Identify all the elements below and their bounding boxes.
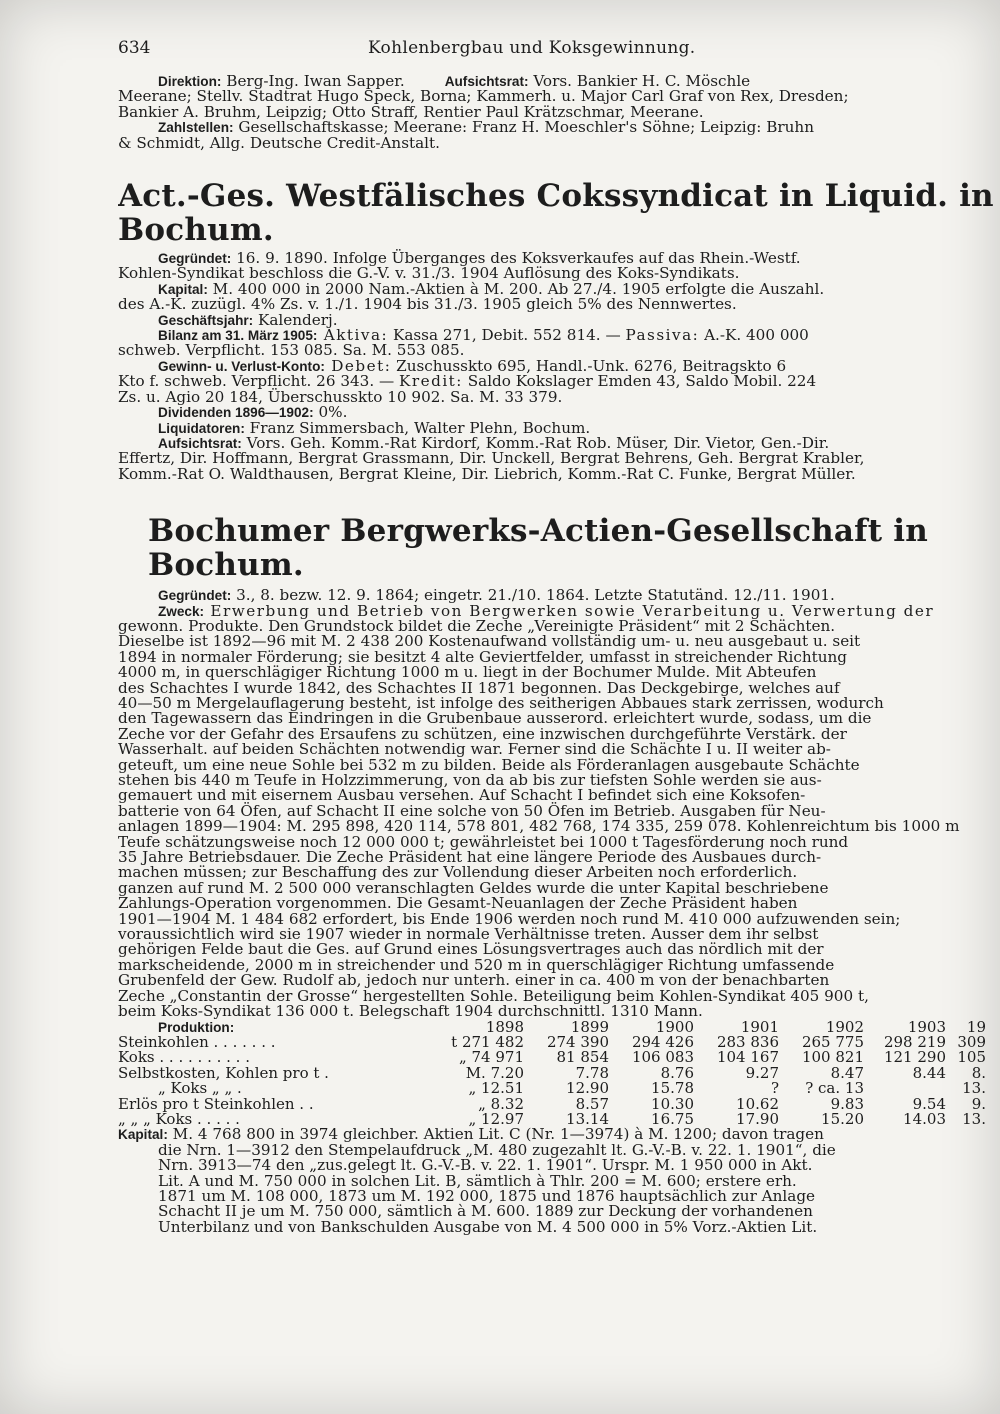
table-row: „ „ „ Koks . . . . . „ 12.97 13.14 16.75 17.90 15.20 14.03 13.	[118, 1109, 986, 1128]
prev-line: & Schmidt, Allg. Deutsche Credit-Anstalt.	[118, 133, 440, 152]
bochumer-entry: Bochumer Bergwerks-Actien-Gesellschaft in Bochum. Gegründet: 3., 8. bezw. 12. 9. 1864; eingetr. 21./10. 1864. Letzte Statutänd. 12./11. 1901. Zweck: Erwerbung und Betrieb von Bergwerken sowie Verarbeitung u. Verwertung der gewonn. Produkte. Den Grundstock bildet die Zeche „Vereinigte Präsident“ mit 2 Schächten. Dieselbe ist 1892—96 mit M. 2 438 200 Kostenaufwand vollständig um- u. neu ausgebaut u. seit 1894 in normaler Förderung; sie besitzt 4 alte Geviertfelder, umfasst in streichender Richtung 4000 m, in querschlägiger Richtung 1000 m u. liegt in der Bochumer Mulde. Mit Abteufen des Schachtes I wurde 1842, des Schachtes II 1871 begonnen. Das Deckgebirge, welches auf 40—50 m Mergelauflagerung besteht, ist infolge des seitherigen Abbaues stark zerrissen, wodurch den Tagewassern das Eindringen in die Grubenbaue ausserord. erleichtert wurde, sodass, um die Zeche vor der Gefahr des Ersaufens zu schützen, eine inzwischen durchgeführte Verstärk. der Wasserhalt. auf beiden Schächten notwendig war. Ferner sind die Schächte I u. II weiter ab- geteuft, um eine neue Sohle bei 532 m zu bilden. Beide als Förderanlagen ausgebaute Schächte stehen bis 440 m Teufe in Holzzimmerung, von da ab bis zur tiefsten Sohle werden sie aus- gemauert und mit eisernem Ausbau versehen. Auf Schacht I befindet sich eine Koksofen- batterie von 64 Öfen, auf Schacht II eine solche von 50 Öfen im Betrieb. Ausgaben für Neu- anlagen 1899—1904: M. 295 898, 420 114, 578 801, 482 768, 174 335, 259 078. Kohlenreichtum bis 1000 m Teufe schätzungsweise noch 12 000 000 t; gewährleistet bei 1000 t Tagesförderung noch rund 35 Jahre Betriebsdauer. Die Zeche Präsident hat eine längere Periode des Ausbaues durch- machen müssen; zur Beschaffung des zur Vollendung dieser Arbeiten noch erforderlich. ganzen auf rund M. 2 500 000 veranschlagten Geldes wurde die unter Kapital beschriebene Zahlungs-Operation vorgenommen. Die Gesamt-Neuanlagen der Zeche Präsident haben 1901—1904 M. 1 484 682 erfordert, bis Ende 1906 werden noch rund M. 410 000 aufzuwenden sein; voraussichtlich wird sie 1907 wieder in normale Verhältnisse treten. Ausser dem ihr selbst gehörigen Felde baut die Ges. auf Grund eines Lösungsvertrages auch das nördlich mit der markscheidende, 2000 m in streichender und 520 m in querschlägiger Richtung umfassende Grubenfeld der Gew. Rudolf ab, jedoch nur unterh. einer in ca. 400 m von der benachbarten Zeche „Constantin der Grosse“ hergestellten Sohle. Beteiligung beim Kohlen-Syndikat 405 900 t, beim Koks-Syndikat 136 000 t. Belegschaft 1904 durchschnittl. 1310 Mann. Produktion: 1898 1899 1900 1901 1902 1903 19 Steinkohlen . . . . . . . t 271 482 274 390 294 426 283 836 265 775 298 219 309 Koks . . . . . . . . . . „ 74 971 81 854 106 083 104 167 100 821 121 290 105 Selbstkosten, Kohlen pro t . M. 7.20 7.78 8.76 9.27 8.47 8.44 8. „ Koks „ „ . „ 12.51 12.90 15.78 ? ? ca. 13 13. Erlös pro t Steinkohlen . . „ 8.32 8.57 10.30 10.62 9.83 9.54 9. „ „ „ Koks . . . . . „ 12.97 13.14 16.75 17.90 15.20 14.03 13. Kapital: M. 4 768 800 in 3974 gleichber. Aktien Lit. C (Nr. 1—3974) à M. 1200; davon tragen die Nrn. 1—3912 den Stempelaufdruck „M. 480 zugezahlt lt. G.-V.-B. v. 22. 1. 1901“, die Nrn. 3913—74 den „zus.gelegt lt. G.-V.-B. v. 22. 1. 1901“. Urspr. M. 1 950 000 in Akt. Lit. A und M. 750 000 in solchen Lit. B, sämtlich à Thlr. 200 = M. 600; erstere erh. 1871 um M. 108 000, 1873 um M. 192 000, 1875 und 1876 hauptsächlich zur Anlage Schacht II je um M. 750 000, sämtlich à M. 600. 1889 zur Deckung der vorhandenen Unterbilanz und von Bankschulden Ausgabe von M. 4 500 000 in 5% Vorz.-Aktien Lit.	[118, 514, 1000, 1235]
previous-entry	[118, 74, 1000, 151]
table-row: Koks . . . . . . . . . . „ 74 971 81 854 106 083 104 167 100 821 121 290 105	[118, 1048, 986, 1067]
entry-title: Bochumer Bergwerks-Actien-Gesellschaft in Bochum.	[148, 513, 928, 584]
page-number: 634	[118, 38, 151, 58]
prev-line: Meerane; Stellv. Stadtrat Hugo Speck, Borna; Kammerh. u. Major Carl Graf von Rex, Dresden;	[118, 87, 849, 106]
running-title: Kohlenbergbau und Koksgewinnung.	[368, 38, 696, 58]
table-row: Selbstkosten, Kohlen pro t . M. 7.20 7.78 8.76 9.27 8.47 8.44 8.	[118, 1063, 986, 1082]
westfaelisches-entry: Act.-Ges. Westfälisches Cokssyndicat in Liquid. in Bochum. Gegründet: 16. 9. 1890. Infolge Überganges des Koksverkaufes auf das Rhein.-Westf. Kohlen-Syndikat beschloss die G.-V. v. 31./3. 1904 Auflösung des Koks-Syndikats. Kapital: M. 400 000 in 2000 Nam.-Aktien à M. 200. Ab 27./4. 1905 erfolgte die Auszahl. des A.-K. zuzügl. 4% Zs. v. 1./1. 1904 bis 31./3. 1905 gleich 5% des Nennwertes. Geschäftsjahr: Kalenderj. Bilanz am 31. März 1905: Aktiva: Kassa 271, Debit. 552 814. — Passiva: A.-K. 400 000 schweb. Verpflicht. 153 085. Sa. M. 553 085. Gewinn- u. Verlust-Konto: Debet: Zuschusskto 695, Handl.-Unk. 6276, Beitragskto 6 Kto f. schweb. Verpflicht. 26 343. — Kredit: Saldo Kokslager Emden 43, Saldo Mobil. 224 Zs. u. Agio 20 184, Überschusskto 10 902. Sa. M. 33 379. Dividenden 1896—1902: 0%. Liquidatoren: Franz Simmersbach, Walter Plehn, Bochum. Aufsichtsrat: Vors. Geh. Komm.-Rat Kirdorf, Komm.-Rat Rob. Müser, Dir. Vietor, Gen.-Dir. Effertz, Dir. Hoffmann, Bergrat Grassmann, Dir. Unckell, Bergrat Behrens, Geh. Bergrat Krabler, Komm.-Rat O. Waldthausen, Bergrat Kleine, Dir. Liebrich, Komm.-Rat C. Funke, Bergrat Müller.	[118, 179, 1000, 482]
prev-line: Direktion: Berg-Ing. Iwan Sapper. Aufsichtsrat: Vors. Bankier H. C. Möschle	[158, 72, 751, 90]
prev-line: Bankier A. Bruhm, Leipzig; Otto Straff, Rentier Paul Krätzschmar, Meerane.	[118, 102, 704, 121]
table-row: „ Koks „ „ . „ 12.51 12.90 15.78 ? ? ca. 13 13.	[158, 1079, 986, 1098]
production-table	[118, 1017, 986, 1128]
page-header	[118, 30, 1000, 64]
table-row: Steinkohlen . . . . . . . t 271 482 274 390 294 426 283 836 265 775 298 219 309	[118, 1032, 986, 1051]
table-row: Produktion: 1898 1899 1900 1901 1902 1903 19	[158, 1017, 986, 1036]
prev-line: Zahlstellen: Gesellschaftskasse; Meerane: Franz H. Moeschler's Söhne; Leipzig: Bruhn	[158, 118, 814, 137]
page-text	[118, 30, 1000, 1414]
entry-title: Act.-Ges. Westfälisches Cokssyndicat in Liquid. in Bochum.	[118, 178, 994, 249]
table-row: Erlös pro t Steinkohlen . . „ 8.32 8.57 10.30 10.62 9.83 9.54 9.	[118, 1094, 986, 1113]
